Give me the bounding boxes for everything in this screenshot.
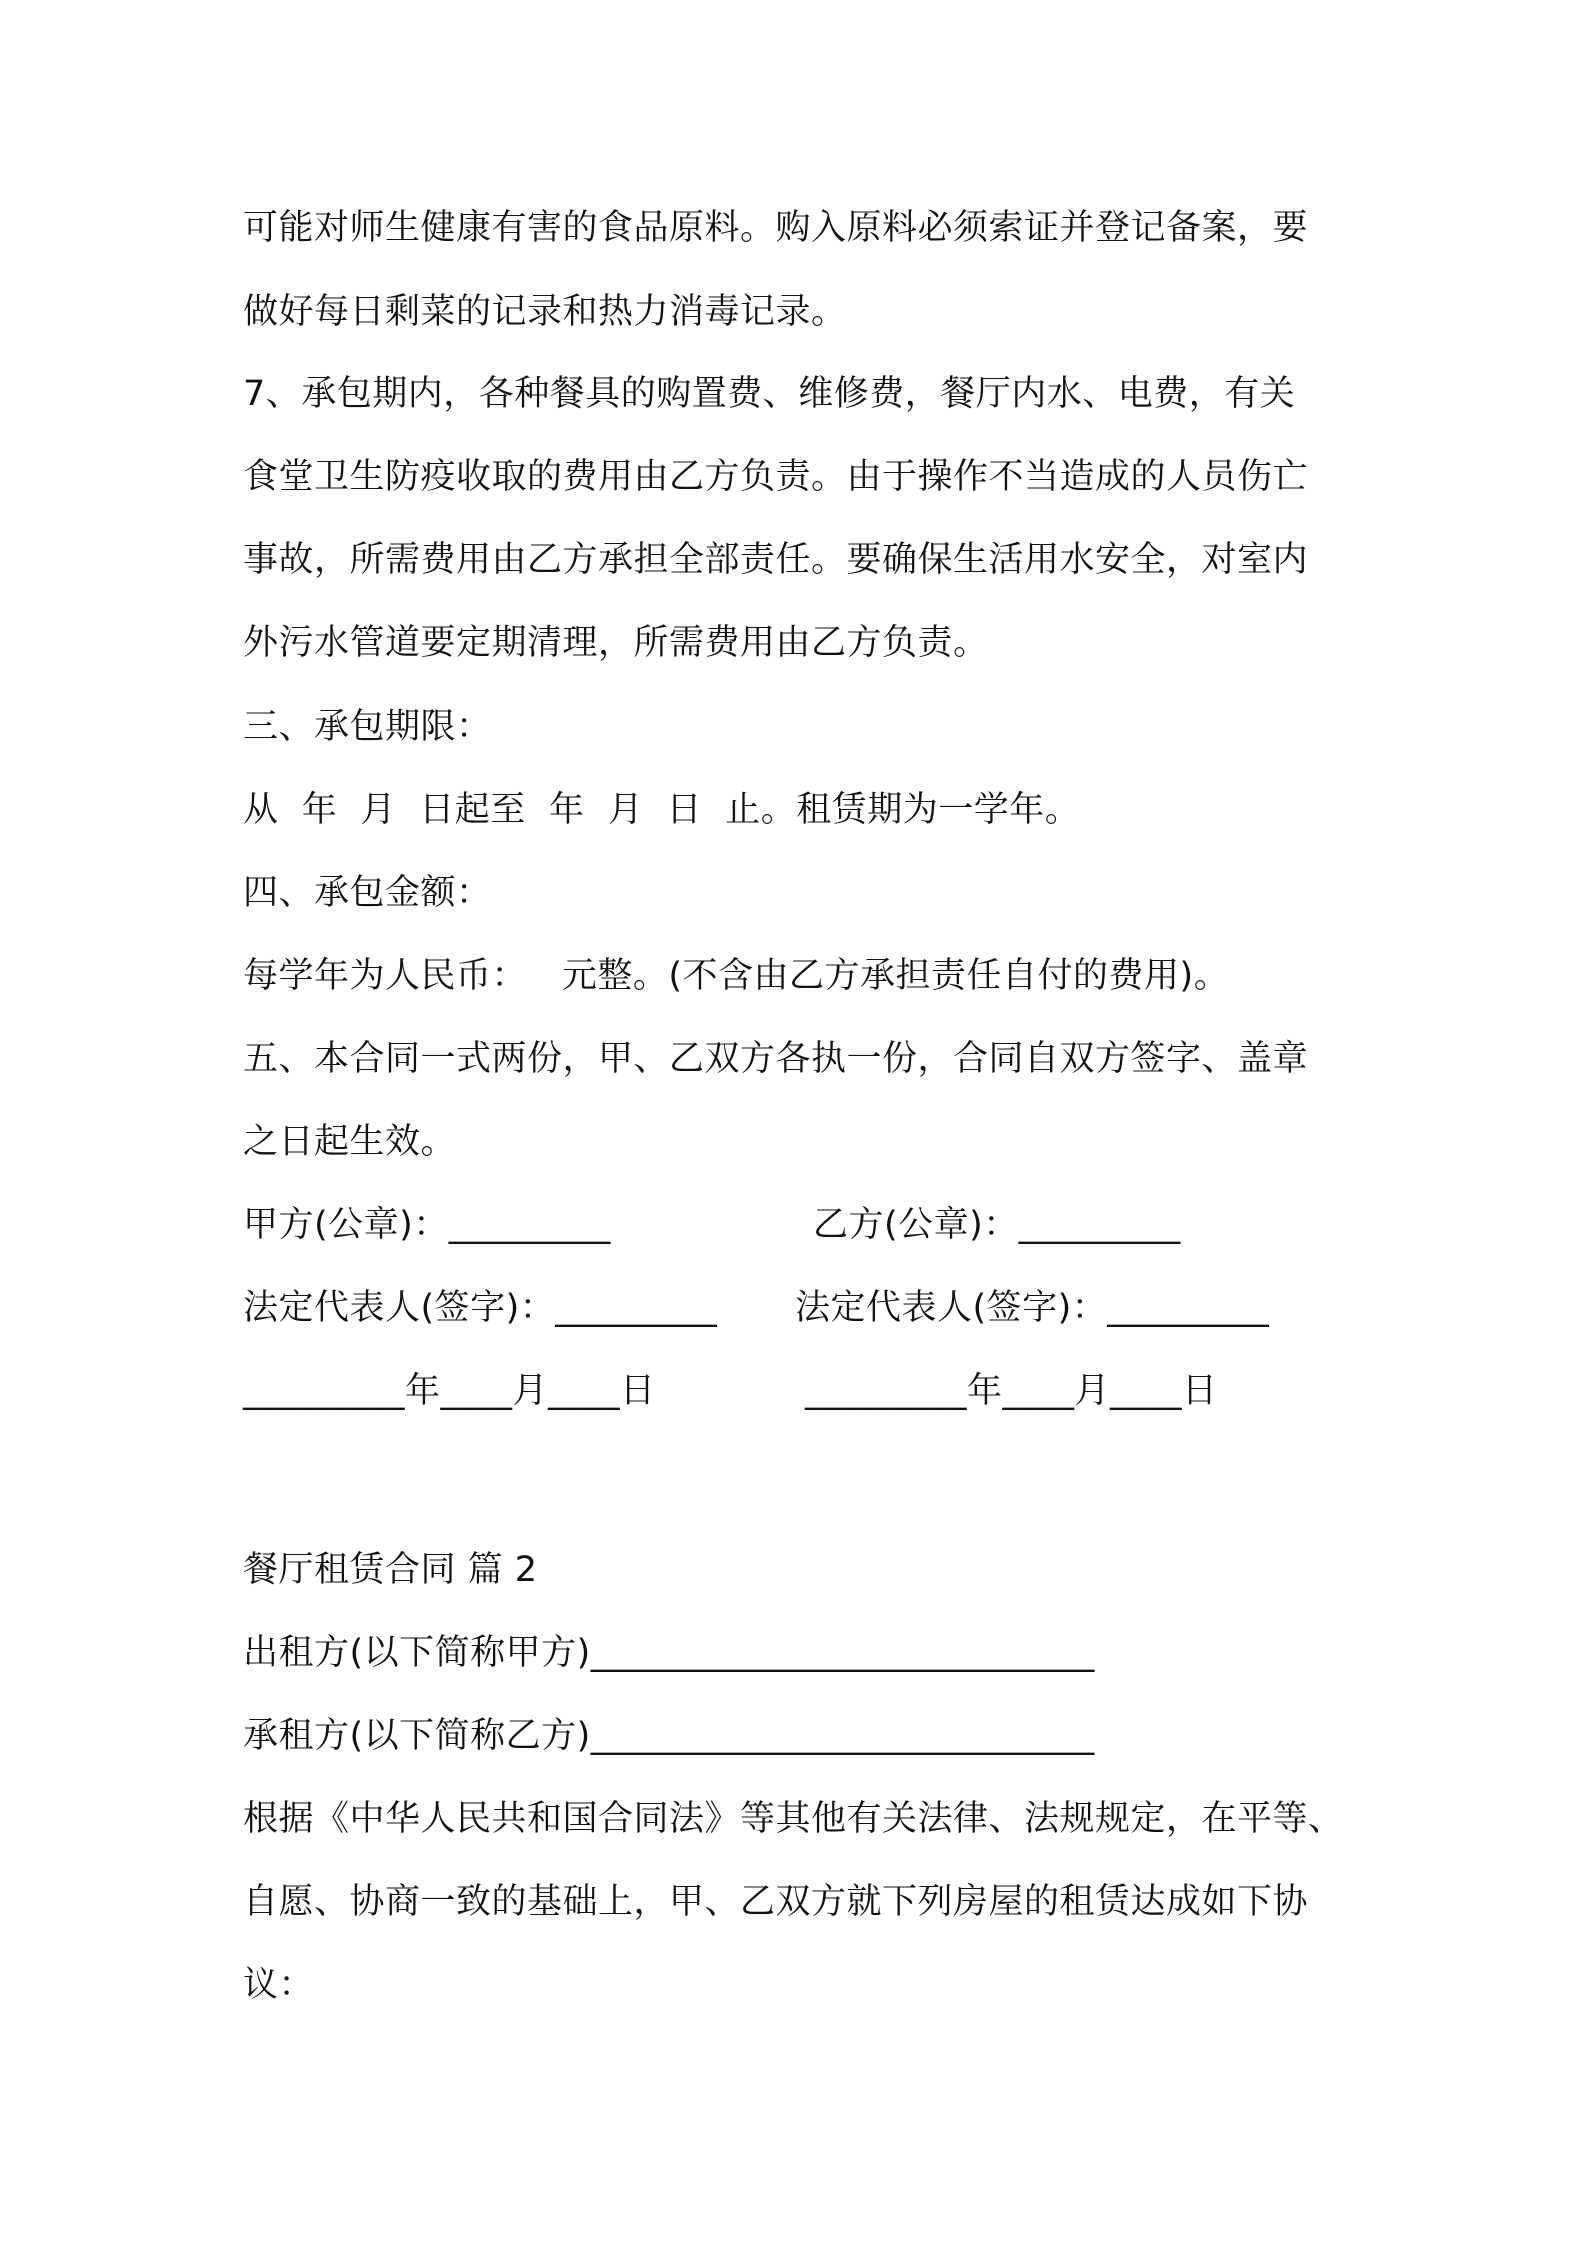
section-text: 从 年 月 日起至 年 月 日 止。租赁期为一学年。 <box>243 790 1081 830</box>
section-heading: 三、承包期限： <box>243 707 492 747</box>
paragraph-line: 做好每日剩菜的记录和热力消毒记录。 <box>243 292 847 332</box>
clause-7-line: 食堂卫生防疫收取的费用由乙方负责。由于操作不当造成的人员伤亡 <box>243 457 1309 497</box>
party-b-seal: 乙方(公章)：_________ <box>813 1205 1181 1245</box>
preamble-line: 议： <box>243 1965 315 2005</box>
party-a-date: _________年____月____日 <box>243 1371 656 1411</box>
preamble-line: 根据《中华人民共和国合同法》等其他有关法律、法规规定，在平等、 <box>243 1799 1344 1839</box>
clause-7-line: 外污水管道要定期清理，所需费用由乙方负责。 <box>243 623 989 663</box>
party-b-date: _________年____月____日 <box>805 1371 1218 1411</box>
party-a-seal: 甲方(公章)：_________ <box>243 1205 611 1245</box>
clause-7-line: 事故，所需费用由乙方承担全部责任。要确保生活用水安全，对室内 <box>243 540 1309 580</box>
section-text: 每学年为人民币： 元整。(不含由乙方承担责任自付的费用)。 <box>243 956 1230 996</box>
lessor-line: 出租方(以下简称甲方)____________________________ <box>243 1633 1095 1673</box>
lessee-line: 承租方(以下简称乙方)____________________________ <box>243 1716 1095 1756</box>
party-a-representative: 法定代表人(签字)：_________ <box>243 1288 718 1328</box>
section-heading: 四、承包金额： <box>243 873 492 913</box>
party-b-representative: 法定代表人(签字)：_________ <box>795 1288 1270 1328</box>
paragraph-line: 可能对师生健康有害的食品原料。购入原料必须索证并登记备案，要 <box>243 208 1309 248</box>
section-5-line: 五、本合同一式两份，甲、乙双方各执一份，合同自双方签字、盖章 <box>243 1039 1309 1079</box>
part-2-title: 餐厅租赁合同 篇 2 <box>243 1550 538 1590</box>
section-5-line: 之日起生效。 <box>243 1122 457 1162</box>
preamble-line: 自愿、协商一致的基础上，甲、乙双方就下列房屋的租赁达成如下协 <box>243 1882 1309 1922</box>
clause-7-line: 7、承包期内，各种餐具的购置费、维修费，餐厅内水、电费，有关 <box>243 374 1296 414</box>
